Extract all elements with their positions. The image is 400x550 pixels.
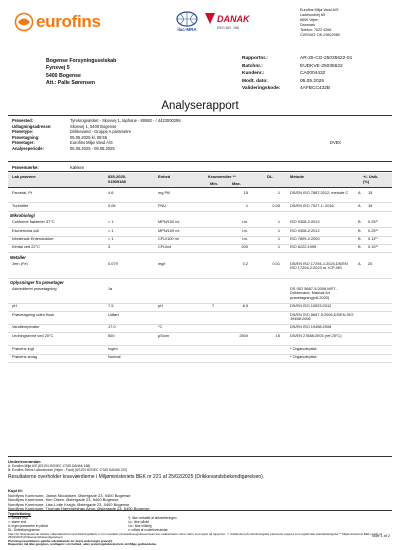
result-param: Farvetal, Pt [12,190,32,195]
subcontractor-heading: Underleverandør: [8,459,42,464]
result-param: Intestinale Enterokokker [12,236,54,241]
result-value: 17.0 [108,324,116,330]
col-dl: DL. [267,174,274,179]
report-meta-key: Rapportnr.: [242,56,268,61]
sample-info-value: Drikkevand - Gruppe A parametre [70,129,131,135]
result-accreditation: B [358,244,361,250]
reproduction-note: Rapporten må ikke gengives, undtagen i sin helhed, uden prøvningslaboratoriets skriftlige godkendelse. [8,542,157,547]
col-min: Min. [210,181,218,186]
result-unit: CFU/ml [158,244,172,250]
legend-item: i.p.: ikke påvist [128,519,149,524]
col-krav: Kravværdier ** [208,174,236,179]
legend-item: *): Ikke omfattet af akkrediteringen [128,515,177,520]
report-meta-value: AR-25-CG-25035622-01 [300,56,353,61]
col-lab: Lab prøvenr: [12,174,37,179]
sample-info-value: Skovvej 1, 5400 Bogense [70,123,117,129]
result-param: pH [12,303,17,309]
report-meta-key: Kundenr.: [242,71,265,77]
report-meta-key: Batchnr.: [242,63,263,69]
report-meta-row [242,63,392,71]
result-method: * Organoleptisk [290,345,317,351]
report-meta-value: CA0004432 [300,71,326,77]
row-divider [8,211,392,212]
section-heading: Metaller [10,254,26,260]
danak-reg-text: REG.NR. 168 [217,26,239,30]
sample-info-key: Prøvetager: [12,140,35,146]
sample-info-row [8,146,392,152]
eurofins-emblem-icon [14,12,34,32]
result-value: < 1 [108,236,114,241]
lab-address-line: Ladelundvej 85 [300,13,326,17]
copy-line: Nordfyns Kommune, Thomas Hammershøy Alnor, Østergade 23, 5400 Bogense [8,506,150,512]
report-meta [242,55,392,93]
results-table-body [8,189,392,455]
col-unit: Enhed [158,174,171,179]
sample-info-key: Prøvested: [12,118,34,123]
customer-address [46,58,196,88]
col-max: Max. [232,181,241,186]
result-method: DS/EN 27888:2003 (ref 25°C) [290,332,342,338]
result-unit: MPN/100 ml [158,219,180,225]
result-dl: 1 [277,219,280,225]
sample-info-key: Prøvetype: [12,129,34,135]
result-method: DS/EN ISO 17294-1:2024,DS/EN ISO 17294-2:2023 m. ICP-MS [290,260,348,271]
result-param: Coliforme bakterier 37°C [12,219,55,225]
result-value: Normal [108,354,121,359]
result-dl: 15 [275,332,280,338]
result-value: < 1 [108,227,114,233]
result-max: 1 [245,202,248,208]
result-accreditation: B [358,219,361,225]
result-max: 0.2 [242,260,248,266]
result-value: 7.5 [108,303,114,309]
sample-info-extra: DVEK [330,140,342,146]
result-max: 200 [241,244,248,250]
result-param: Prøvens smag [12,354,38,359]
danak-mark-icon [203,10,251,32]
result-max: i.m. [241,219,248,225]
result-value: 4.6 [108,190,114,195]
sample-info-value: 05.05.2025 kl. 08:55 [70,134,108,140]
sample-info-key: Udtagningsadresse: [12,123,52,129]
result-uncertainty: 15 [368,202,373,208]
result-method: DS/EN ISO 7887:2012, metode C [290,190,349,195]
result-accreditation: A [358,260,361,266]
legend-item: <: mindre end [8,515,28,520]
result-method: DS/EN ISO 5667-5:2006,DS/EN ISO 19458:2006 [290,311,354,321]
subcontractor-line: B: Eurofins Steins Laboratorium (Vejen - Food) (DS EN ISO/IEC 17025 DANAK 222) [8,467,128,472]
result-dl: 0.05 [272,202,280,208]
result-value: Ingen [108,345,118,351]
report-meta-row [242,85,392,93]
col-method: Metode [290,174,304,179]
result-unit: FNU [158,202,166,208]
customer-line: 5400 Bogense [46,72,81,79]
sample-label-key: Prøvemærke: [12,165,39,170]
result-dl: 1 [277,227,280,233]
row-divider [8,252,392,253]
result-method: DS/EN ISO 10523:2012 [290,303,332,309]
legend-item: i.m.: ikke målelig [128,523,152,528]
result-param: Ledningsevne ved 20°C [12,332,54,338]
copy-line: Nordfyns Kommune, Kim Olsen, Østergade 23, 5400 Bogense [8,497,119,503]
eurofins-wordmark: eurofins [36,12,101,31]
eurofins-logo [14,12,106,32]
legend-item: >: større end [8,519,27,524]
result-value: < 1 [108,219,114,225]
lab-address-line: Telefon: 7022 4266 [300,28,332,32]
result-param: Prøvetagning uden flush [12,311,55,317]
result-accreditation: A [358,202,361,208]
subcontractor-line: A: Eurofins Miljø A/S (DS EN ISO/IEC 17025 DANAK 168) [8,463,91,468]
result-param: Turbiditet [12,202,29,208]
section-heading: Oplysninger fra prøvetager [10,280,64,285]
compliance-statement: Resultaterne overholder kravværdierne i Miljøministeriets BEK nr 221 af 25/02/2025 (Drikkevandsbekendtgørelsen). [8,474,265,481]
validity-note: Prøvningsresultaterne gælder udelukkende for de(n) undersøgte prøve(r). [8,538,114,543]
page-title: Analyserapport [161,100,239,112]
report-meta-key: Modt. dato: [242,78,268,84]
report-meta-row [242,55,392,63]
result-max: 8.5 [242,303,248,309]
section-heading: Mikrobiologi [10,213,35,219]
result-method: DS ISO 5667-5:2006,MST - Drikkevand, Manual for prøvetagning(v6,2025) [290,286,338,300]
result-uncertainty: 0.25¹⁾ [368,227,378,233]
ilac-text: ilac-MRA [177,27,197,32]
report-meta-key: Valideringskode: [242,86,281,92]
legend-heading: Tegnforklaring: [8,512,32,516]
ilac-globe-icon [172,10,202,32]
result-unit: µS/cm [158,332,170,338]
copy-line: Nordfyns Kommune, Lise-Lotte Kragh, Østergade 23, 5400 Bogense [8,501,130,507]
result-uncertainty: 0.11¹⁾ [368,236,378,241]
result-param: Prøvens lugt [12,345,34,351]
disclaimer: Usik (%): Ekspanderede relative måleusikkerhed med dækningsfaktor 2. For resultater på detektionsgrænseniveau kan usikkerheden være større end oplyst på rapporten. ¹⁾: Usikkerhed på mikrobiologiske parametre angives som logaritmisk standardafvigelse ** Miljøministeriets BEK nr 221 af 25/02/2025 (Drikkevandsbekendtgørelsen) [8,531,382,540]
customer-line: Bogense Forsyningsselskab [46,58,117,64]
result-method: ISO 9308-2:2012 [290,219,320,225]
page-number: Side 1 af 2 [371,534,390,538]
sample-info-value: Eurofins Miljø Vand A/S [70,140,113,146]
row-divider [8,362,392,363]
col-sample-id: 835-2025- 01509188 [108,174,127,184]
result-method: ISO 7899-2:2000 [290,236,320,241]
result-method: DS/EN ISO 7027-1: 2016 [290,202,334,208]
lab-address-line: Danmark [300,23,315,27]
report-meta-row [242,78,392,86]
report-meta-value: EUDKVE-25035622 [300,63,343,69]
result-min: 7 [212,303,215,309]
result-dl: 1 [277,236,280,241]
sample-info-key: Analyseperiode: [12,145,44,151]
legend-item: #: Ingen parametre er påvist [8,523,48,528]
row-divider [8,278,392,279]
sample-info-value: Tyrekrogværket - Skovvej 1, taphane - 80982 - / 4423000296 [70,118,181,123]
result-max: i.m. [241,236,248,241]
result-max: 2500 [239,332,248,338]
result-param: Akkrediteret prøvetagning [12,286,57,291]
lab-address-line: CVR/VAT: DK-29822980 [300,33,340,37]
danak-logo [203,10,251,32]
customer-line: Fynsvej 5 [46,65,70,72]
results-table-header [8,173,392,188]
result-value: 0.05 [108,202,116,208]
sample-info [8,115,392,162]
result-unit: pH [158,303,163,309]
result-dl: 1 [277,190,280,195]
result-unit: MPN/100 ml [158,227,180,233]
result-param: Escherichia coli [12,227,40,233]
result-unit: CFU/100 ml [158,236,179,241]
result-max: 15 [243,190,248,195]
result-value: 3 [108,244,111,250]
result-accreditation: B [358,236,361,241]
sample-info-value: 05.05.2025 - 09.05.2025 [70,145,115,151]
copy-line: Nordfyns Kommune, Janna Nicolaisen, Østergade 23, 5400 Bogense [8,492,131,498]
result-method: ISO 6222:1999 [290,244,317,250]
col-uncert: +/- Usik. (%) [363,174,379,184]
sample-label-row [8,164,392,172]
legend-item: DL: Detektionsgrænse [8,527,40,532]
result-uncertainty: 15 [368,190,373,195]
result-value: Ja [108,286,113,291]
result-value: 500 [108,332,115,338]
result-param: Jern (Fe) [12,260,28,266]
lab-address-line: 6600 Vejen [300,18,319,22]
result-uncertainty: 0.15¹⁾ [368,244,378,250]
result-value: Udført [108,311,119,317]
result-unit: mg/l [158,260,166,266]
result-accreditation: A [358,190,361,195]
result-max: i.m. [241,227,248,233]
result-unit: mg Pt/l [158,190,171,195]
ilac-mra-logo [172,10,202,32]
result-method: * Organoleptisk [290,354,317,359]
footer [8,510,392,547]
result-accreditation: B [358,227,361,233]
result-uncertainty: 0.25¹⁾ [368,219,378,225]
result-param: Kimtal ved 22°C [12,244,40,250]
notes [8,456,392,481]
result-dl: 0.01 [272,260,280,266]
result-method: ISO 9308-2:2012 [290,227,320,233]
report-meta-value: 4AFBCC432B [300,86,331,92]
lab-address-line: Eurofins Miljø Vand A/S [300,8,339,12]
report-meta-row [242,70,392,78]
copy-to [8,489,392,512]
legend-item: ¤: udført af underleverandør [128,527,168,532]
copy-heading: Kopi til: [8,488,23,493]
result-value: 0.079 [108,260,118,266]
sample-info-key: Prøvetagning: [12,134,40,140]
report-meta-value: 05.05.2025 [300,78,325,84]
danak-text: DANAK [217,14,250,24]
lab-address [300,8,392,38]
sample-label-value: Køkken [70,165,85,170]
result-unit: °C [158,324,163,330]
result-dl: 1 [277,244,280,250]
customer-line: Att.: Palle Sørensen [46,80,96,87]
result-uncertainty: 20 [368,260,373,266]
result-method: DS/EN ISO 19458:2006 [290,324,332,330]
result-param: Vandtemperatur [12,324,40,330]
